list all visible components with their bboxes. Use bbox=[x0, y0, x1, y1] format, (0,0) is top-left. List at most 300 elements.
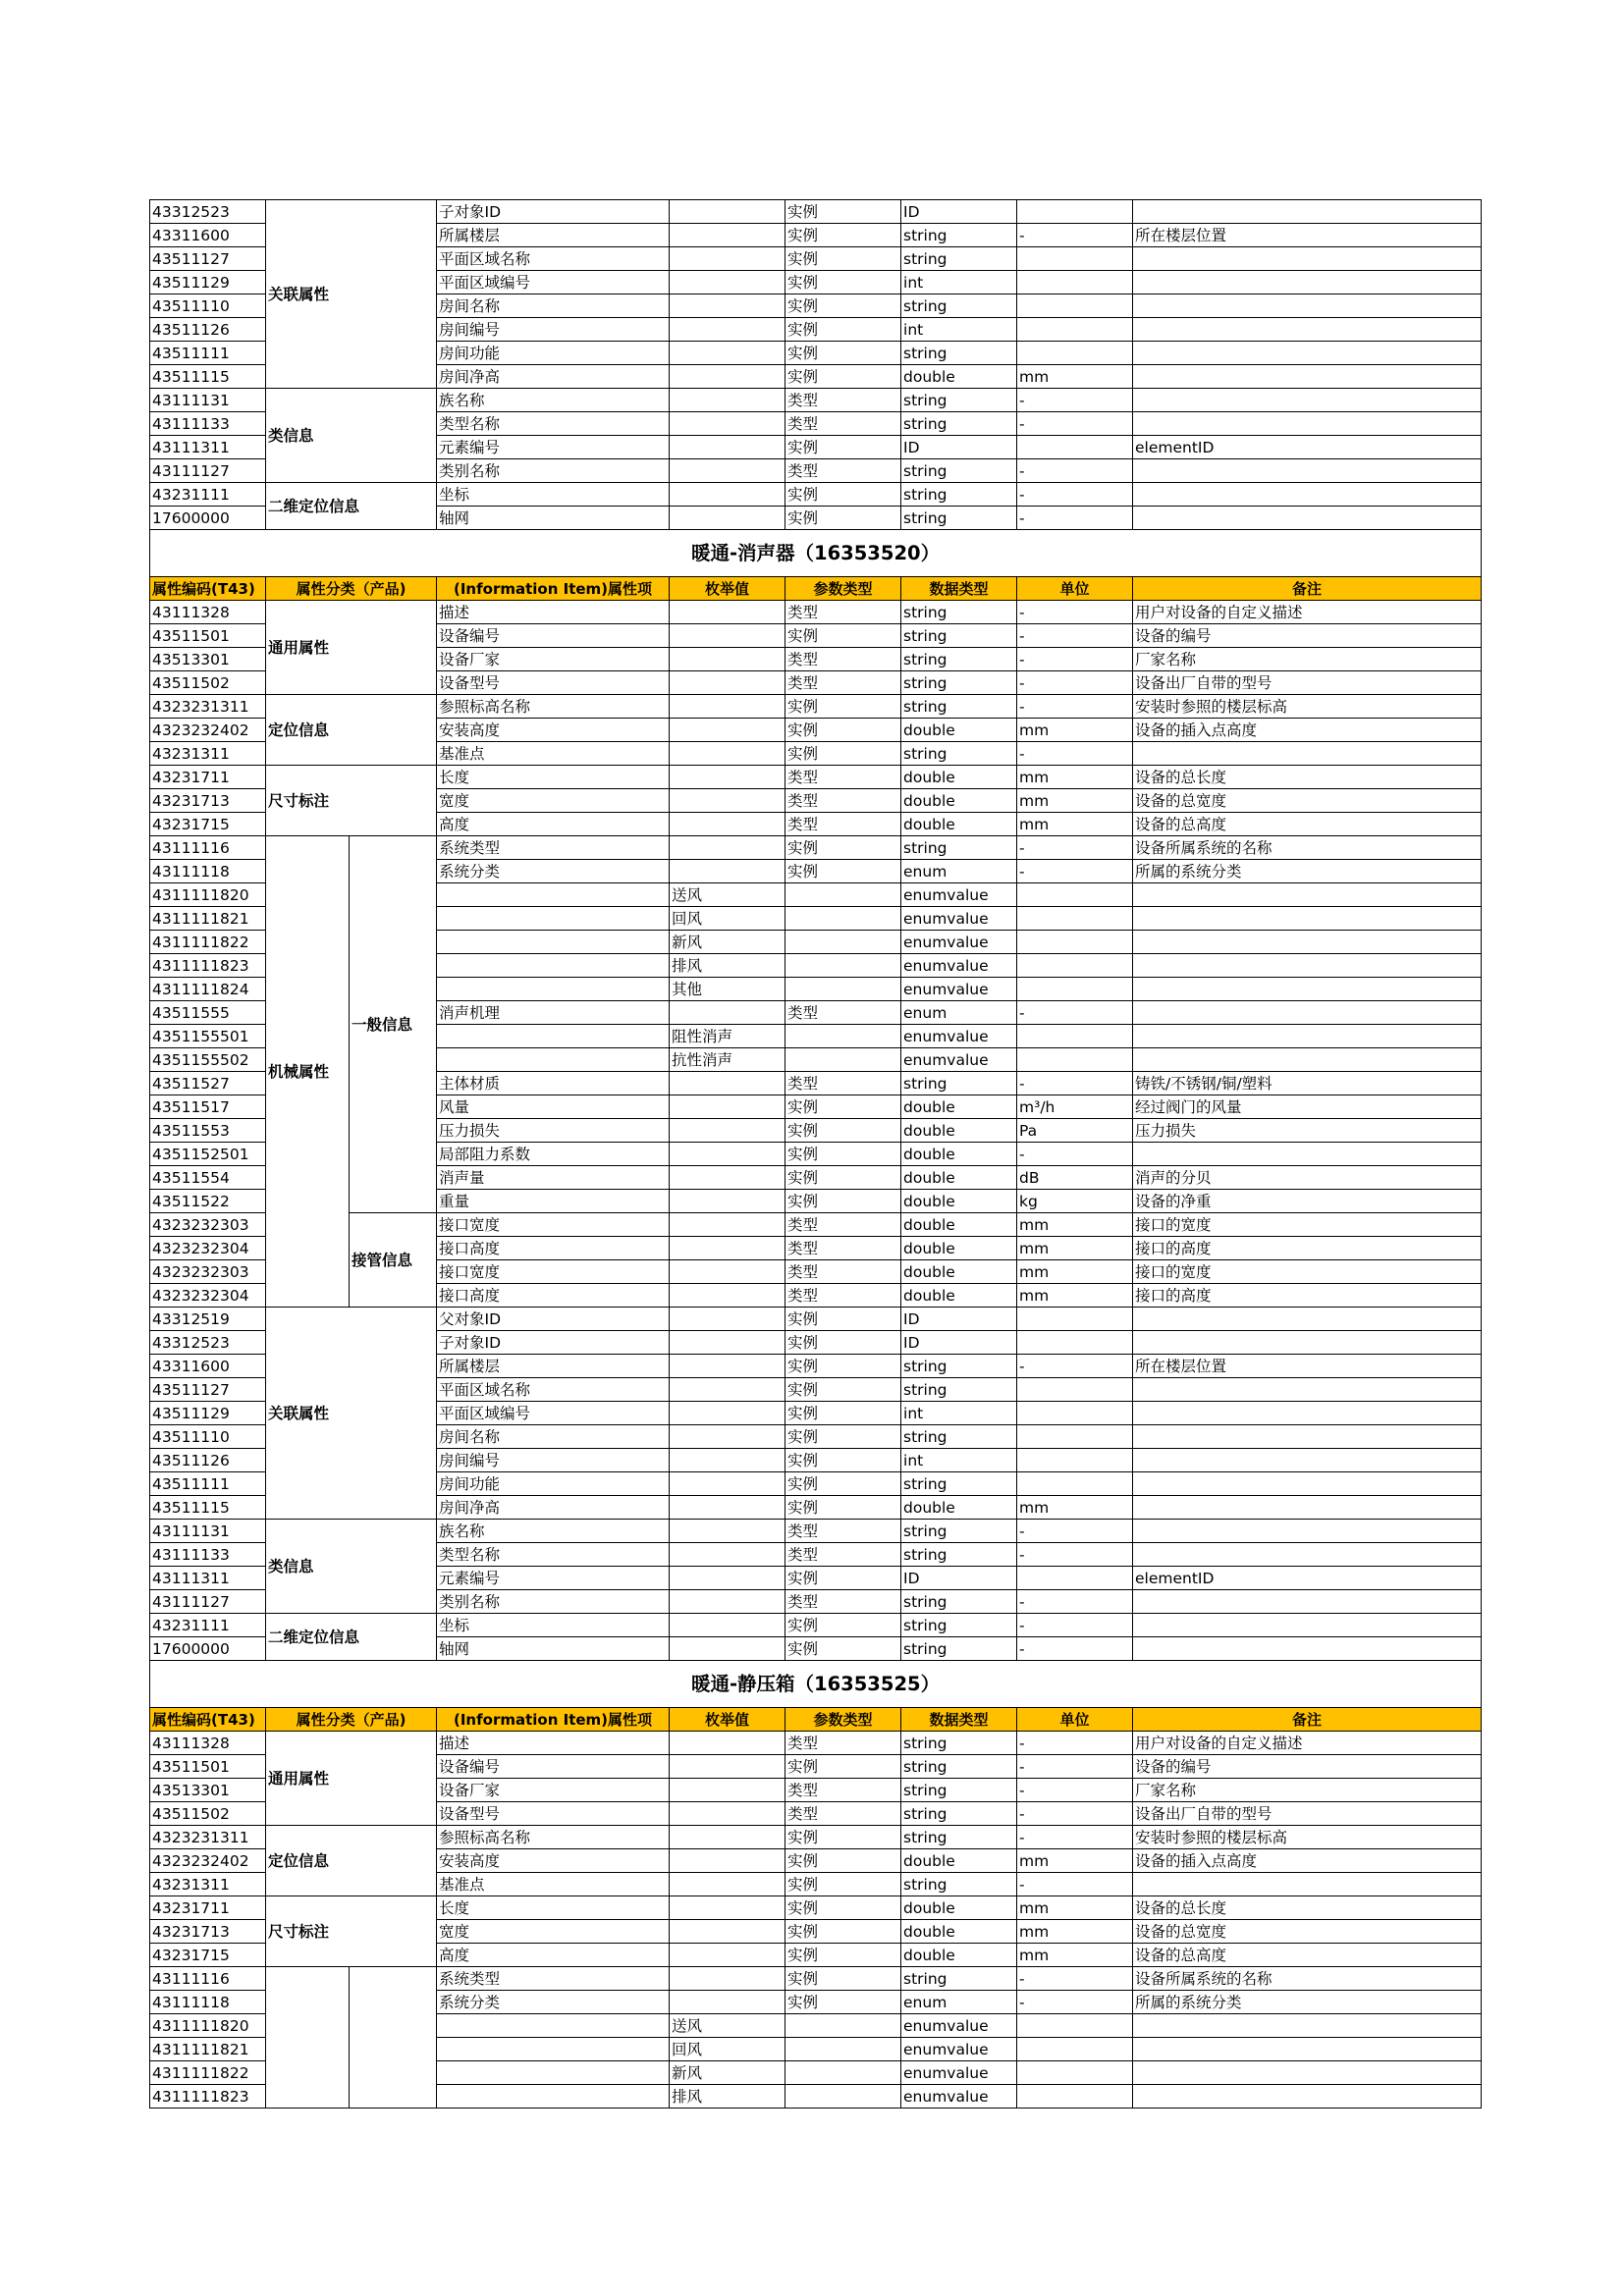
cell-item: 设备厂家 bbox=[437, 648, 670, 671]
cell-item: 轴网 bbox=[437, 507, 670, 530]
cell-data-type: string bbox=[901, 624, 1017, 648]
table-row bbox=[150, 1520, 1482, 1543]
cell-note: elementID bbox=[1133, 436, 1482, 459]
column-header: 枚举值 bbox=[670, 1708, 785, 1732]
cell-enum bbox=[670, 766, 785, 789]
cell-enum bbox=[670, 1732, 785, 1755]
cell-code: 43312519 bbox=[150, 1308, 266, 1331]
cell-data-type: string bbox=[901, 1967, 1017, 1991]
cell-note bbox=[1133, 742, 1482, 766]
cell-code: 4323232304 bbox=[150, 1237, 266, 1260]
cell-enum bbox=[670, 789, 785, 813]
cell-param-type: 类型 bbox=[785, 389, 901, 412]
cell-param-type: 实例 bbox=[785, 342, 901, 365]
cell-param-type bbox=[785, 2085, 901, 2109]
cell-note: 厂家名称 bbox=[1133, 1779, 1482, 1802]
cell-code: 43111131 bbox=[150, 1520, 266, 1543]
cell-param-type bbox=[785, 931, 901, 954]
cell-item bbox=[437, 2038, 670, 2061]
cell-enum bbox=[670, 342, 785, 365]
cell-code: 4311111821 bbox=[150, 2038, 266, 2061]
cell-note bbox=[1133, 1425, 1482, 1449]
table-row bbox=[150, 389, 1482, 412]
cell-item: 风量 bbox=[437, 1095, 670, 1119]
cell-data-type: string bbox=[901, 412, 1017, 436]
cell-note: 铸铁/不锈钢/铜/塑料 bbox=[1133, 1072, 1482, 1095]
cell-param-type: 实例 bbox=[785, 1991, 901, 2014]
cell-param-type bbox=[785, 2061, 901, 2085]
cell-unit: - bbox=[1017, 1072, 1133, 1095]
cell-note bbox=[1133, 1025, 1482, 1048]
cell-code: 43111328 bbox=[150, 1732, 266, 1755]
cell-unit: - bbox=[1017, 1873, 1133, 1896]
cell-param-type: 实例 bbox=[785, 1896, 901, 1920]
cell-param-type: 实例 bbox=[785, 271, 901, 294]
cell-enum bbox=[670, 1425, 785, 1449]
cell-item bbox=[437, 907, 670, 931]
cell-code: 4351155502 bbox=[150, 1048, 266, 1072]
cell-unit: - bbox=[1017, 1637, 1133, 1661]
cell-enum bbox=[670, 507, 785, 530]
cell-param-type: 类型 bbox=[785, 813, 901, 836]
cell-param-type: 实例 bbox=[785, 1637, 901, 1661]
cell-note: 设备的总高度 bbox=[1133, 813, 1482, 836]
cell-enum bbox=[670, 1072, 785, 1095]
cell-note bbox=[1133, 1048, 1482, 1072]
cell-param-type bbox=[785, 1048, 901, 1072]
cell-enum bbox=[670, 1331, 785, 1355]
cell-data-type: ID bbox=[901, 436, 1017, 459]
cell-item bbox=[437, 954, 670, 978]
cell-param-type bbox=[785, 2038, 901, 2061]
cell-data-type: enumvalue bbox=[901, 2038, 1017, 2061]
cell-unit bbox=[1017, 2061, 1133, 2085]
cell-unit: - bbox=[1017, 1543, 1133, 1567]
cell-enum bbox=[670, 742, 785, 766]
cell-code: 43511517 bbox=[150, 1095, 266, 1119]
table-header-row bbox=[150, 577, 1482, 601]
cell-note: 设备的插入点高度 bbox=[1133, 719, 1482, 742]
cell-code: 43231715 bbox=[150, 1944, 266, 1967]
cell-unit: - bbox=[1017, 459, 1133, 483]
cell-note bbox=[1133, 1449, 1482, 1472]
cell-item bbox=[437, 2085, 670, 2109]
cell-code: 43312523 bbox=[150, 1331, 266, 1355]
cell-enum bbox=[670, 247, 785, 271]
cell-item: 所属楼层 bbox=[437, 224, 670, 247]
cell-unit bbox=[1017, 954, 1133, 978]
cell-code: 43111328 bbox=[150, 601, 266, 624]
cell-data-type: string bbox=[901, 1072, 1017, 1095]
cell-item bbox=[437, 978, 670, 1001]
cell-code: 4323232304 bbox=[150, 1284, 266, 1308]
table-row bbox=[150, 836, 1482, 860]
cell-unit: - bbox=[1017, 224, 1133, 247]
cell-code: 43231711 bbox=[150, 766, 266, 789]
cell-param-type: 实例 bbox=[785, 1308, 901, 1331]
cell-note: 设备的总高度 bbox=[1133, 1944, 1482, 1967]
cell-note bbox=[1133, 1378, 1482, 1402]
cell-enum: 新风 bbox=[670, 2061, 785, 2085]
cell-enum bbox=[670, 436, 785, 459]
cell-param-type: 实例 bbox=[785, 1166, 901, 1190]
cell-enum: 排风 bbox=[670, 954, 785, 978]
cell-item: 宽度 bbox=[437, 789, 670, 813]
cell-param-type: 类型 bbox=[785, 1237, 901, 1260]
cell-data-type: double bbox=[901, 1143, 1017, 1166]
cell-data-type: enumvalue bbox=[901, 1025, 1017, 1048]
cell-param-type: 类型 bbox=[785, 1802, 901, 1826]
cell-code: 43511501 bbox=[150, 1755, 266, 1779]
cell-param-type: 类型 bbox=[785, 1260, 901, 1284]
cell-item: 主体材质 bbox=[437, 1072, 670, 1095]
cell-item: 系统分类 bbox=[437, 1991, 670, 2014]
cell-param-type: 实例 bbox=[785, 1755, 901, 1779]
cell-unit: mm bbox=[1017, 1496, 1133, 1520]
cell-data-type: string bbox=[901, 294, 1017, 318]
cell-enum bbox=[670, 1190, 785, 1213]
cell-enum bbox=[670, 200, 785, 224]
cell-param-type: 实例 bbox=[785, 1402, 901, 1425]
cell-enum: 其他 bbox=[670, 978, 785, 1001]
cell-unit bbox=[1017, 1308, 1133, 1331]
cell-enum bbox=[670, 1402, 785, 1425]
cell-note: 所属的系统分类 bbox=[1133, 1991, 1482, 2014]
cell-item: 消声机理 bbox=[437, 1001, 670, 1025]
cell-note bbox=[1133, 342, 1482, 365]
cell-data-type: double bbox=[901, 1260, 1017, 1284]
cell-enum bbox=[670, 1308, 785, 1331]
cell-enum bbox=[670, 648, 785, 671]
cell-unit: - bbox=[1017, 1590, 1133, 1614]
category-cell: 尺寸标注 bbox=[266, 1896, 437, 1967]
cell-unit bbox=[1017, 1331, 1133, 1355]
cell-unit bbox=[1017, 931, 1133, 954]
cell-code: 43511502 bbox=[150, 671, 266, 695]
cell-data-type: string bbox=[901, 1637, 1017, 1661]
cell-note: 设备所属系统的名称 bbox=[1133, 1967, 1482, 1991]
cell-enum bbox=[670, 1590, 785, 1614]
cell-unit bbox=[1017, 318, 1133, 342]
cell-unit: - bbox=[1017, 671, 1133, 695]
cell-code: 43231311 bbox=[150, 742, 266, 766]
cell-unit: - bbox=[1017, 1826, 1133, 1849]
cell-data-type: int bbox=[901, 1449, 1017, 1472]
cell-data-type: double bbox=[901, 1095, 1017, 1119]
cell-enum bbox=[670, 1991, 785, 2014]
cell-note: 设备的编号 bbox=[1133, 624, 1482, 648]
column-header: 属性分类（产品) bbox=[266, 1708, 437, 1732]
cell-unit: - bbox=[1017, 1732, 1133, 1755]
cell-item: 房间净高 bbox=[437, 1496, 670, 1520]
cell-note bbox=[1133, 200, 1482, 224]
cell-unit bbox=[1017, 1425, 1133, 1449]
cell-note bbox=[1133, 294, 1482, 318]
cell-param-type: 类型 bbox=[785, 1590, 901, 1614]
cell-unit: - bbox=[1017, 742, 1133, 766]
cell-code: 43511126 bbox=[150, 318, 266, 342]
cell-param-type: 实例 bbox=[785, 483, 901, 507]
cell-note bbox=[1133, 1143, 1482, 1166]
cell-note bbox=[1133, 389, 1482, 412]
cell-item bbox=[437, 2061, 670, 2085]
cell-code: 43511129 bbox=[150, 271, 266, 294]
column-header: 数据类型 bbox=[901, 577, 1017, 601]
column-header: 数据类型 bbox=[901, 1708, 1017, 1732]
cell-item: 子对象ID bbox=[437, 200, 670, 224]
cell-param-type: 实例 bbox=[785, 507, 901, 530]
cell-unit bbox=[1017, 883, 1133, 907]
cell-code: 43231111 bbox=[150, 1614, 266, 1637]
cell-param-type: 实例 bbox=[785, 1425, 901, 1449]
cell-item bbox=[437, 1048, 670, 1072]
cell-param-type: 实例 bbox=[785, 247, 901, 271]
cell-item: 压力损失 bbox=[437, 1119, 670, 1143]
cell-data-type: int bbox=[901, 318, 1017, 342]
table-row bbox=[150, 1896, 1482, 1920]
cell-note bbox=[1133, 271, 1482, 294]
column-header: 属性编码(T43) bbox=[150, 577, 266, 601]
cell-unit: mm bbox=[1017, 1284, 1133, 1308]
cell-code: 43111116 bbox=[150, 836, 266, 860]
cell-item: 坐标 bbox=[437, 1614, 670, 1637]
cell-param-type: 实例 bbox=[785, 1119, 901, 1143]
cell-unit bbox=[1017, 907, 1133, 931]
cell-unit bbox=[1017, 294, 1133, 318]
cell-param-type: 实例 bbox=[785, 318, 901, 342]
cell-item: 房间功能 bbox=[437, 342, 670, 365]
cell-item: 设备型号 bbox=[437, 1802, 670, 1826]
cell-param-type: 类型 bbox=[785, 789, 901, 813]
cell-data-type: double bbox=[901, 1496, 1017, 1520]
cell-code: 43111116 bbox=[150, 1967, 266, 1991]
cell-note: 设备所属系统的名称 bbox=[1133, 836, 1482, 860]
cell-code: 43511527 bbox=[150, 1072, 266, 1095]
cell-unit bbox=[1017, 247, 1133, 271]
section-title: 暖通-静压箱（16353525） bbox=[150, 1661, 1482, 1708]
cell-item: 设备型号 bbox=[437, 671, 670, 695]
cell-code: 4311111823 bbox=[150, 2085, 266, 2109]
cell-unit bbox=[1017, 1378, 1133, 1402]
cell-data-type: string bbox=[901, 247, 1017, 271]
cell-note: 设备的总长度 bbox=[1133, 1896, 1482, 1920]
cell-unit: mm bbox=[1017, 766, 1133, 789]
cell-item: 族名称 bbox=[437, 1520, 670, 1543]
cell-note bbox=[1133, 954, 1482, 978]
cell-code: 43311600 bbox=[150, 1355, 266, 1378]
column-header: 备注 bbox=[1133, 577, 1482, 601]
cell-unit: mm bbox=[1017, 365, 1133, 389]
cell-note bbox=[1133, 1308, 1482, 1331]
cell-param-type: 类型 bbox=[785, 1732, 901, 1755]
cell-data-type: enumvalue bbox=[901, 2014, 1017, 2038]
cell-data-type: double bbox=[901, 1896, 1017, 1920]
cell-note: 安装时参照的楼层标高 bbox=[1133, 695, 1482, 719]
cell-data-type: string bbox=[901, 1826, 1017, 1849]
cell-unit: - bbox=[1017, 1779, 1133, 1802]
cell-data-type: string bbox=[901, 695, 1017, 719]
cell-unit bbox=[1017, 1449, 1133, 1472]
cell-unit: mm bbox=[1017, 1213, 1133, 1237]
cell-code: 43111127 bbox=[150, 459, 266, 483]
cell-unit: dB bbox=[1017, 1166, 1133, 1190]
cell-data-type: string bbox=[901, 389, 1017, 412]
cell-param-type bbox=[785, 2014, 901, 2038]
cell-note bbox=[1133, 247, 1482, 271]
cell-unit: - bbox=[1017, 1991, 1133, 2014]
cell-param-type: 实例 bbox=[785, 1826, 901, 1849]
cell-data-type: enum bbox=[901, 1001, 1017, 1025]
table-header-row bbox=[150, 1708, 1482, 1732]
cell-note bbox=[1133, 907, 1482, 931]
cell-data-type: string bbox=[901, 1779, 1017, 1802]
cell-data-type: enum bbox=[901, 1991, 1017, 2014]
cell-note: 所在楼层位置 bbox=[1133, 224, 1482, 247]
cell-unit: - bbox=[1017, 836, 1133, 860]
cell-unit bbox=[1017, 2085, 1133, 2109]
cell-data-type: ID bbox=[901, 200, 1017, 224]
cell-param-type bbox=[785, 907, 901, 931]
cell-code: 43511115 bbox=[150, 1496, 266, 1520]
cell-data-type: ID bbox=[901, 1308, 1017, 1331]
cell-item: 宽度 bbox=[437, 1920, 670, 1944]
cell-unit bbox=[1017, 978, 1133, 1001]
cell-data-type: enumvalue bbox=[901, 931, 1017, 954]
cell-code: 43511501 bbox=[150, 624, 266, 648]
cell-item bbox=[437, 931, 670, 954]
cell-data-type: double bbox=[901, 1213, 1017, 1237]
cell-note: 接口的宽度 bbox=[1133, 1260, 1482, 1284]
cell-enum bbox=[670, 1637, 785, 1661]
cell-note bbox=[1133, 318, 1482, 342]
table-row bbox=[150, 200, 1482, 224]
cell-enum bbox=[670, 601, 785, 624]
cell-code: 43511126 bbox=[150, 1449, 266, 1472]
cell-data-type: string bbox=[901, 1732, 1017, 1755]
cell-item: 安装高度 bbox=[437, 1849, 670, 1873]
cell-enum bbox=[670, 1873, 785, 1896]
cell-unit: mm bbox=[1017, 789, 1133, 813]
cell-item: 坐标 bbox=[437, 483, 670, 507]
column-header: (Information Item)属性项 bbox=[437, 577, 670, 601]
cell-code: 4323232303 bbox=[150, 1260, 266, 1284]
cell-code: 43231713 bbox=[150, 789, 266, 813]
cell-enum bbox=[670, 1095, 785, 1119]
cell-item: 房间名称 bbox=[437, 1425, 670, 1449]
cell-code: 4311111820 bbox=[150, 883, 266, 907]
cell-item: 类型名称 bbox=[437, 1543, 670, 1567]
cell-enum bbox=[670, 671, 785, 695]
cell-item: 设备厂家 bbox=[437, 1779, 670, 1802]
cell-item: 类别名称 bbox=[437, 1590, 670, 1614]
cell-item: 重量 bbox=[437, 1190, 670, 1213]
cell-param-type: 类型 bbox=[785, 1072, 901, 1095]
cell-item: 系统类型 bbox=[437, 1967, 670, 1991]
cell-note bbox=[1133, 883, 1482, 907]
cell-note: 所在楼层位置 bbox=[1133, 1355, 1482, 1378]
cell-note: 厂家名称 bbox=[1133, 648, 1482, 671]
cell-note bbox=[1133, 1496, 1482, 1520]
cell-unit: - bbox=[1017, 1802, 1133, 1826]
cell-code: 43231715 bbox=[150, 813, 266, 836]
cell-code: 4311111823 bbox=[150, 954, 266, 978]
cell-enum bbox=[670, 1001, 785, 1025]
cell-code: 4323232402 bbox=[150, 1849, 266, 1873]
category-cell: 尺寸标注 bbox=[266, 766, 437, 836]
cell-param-type: 类型 bbox=[785, 1213, 901, 1237]
cell-item: 系统分类 bbox=[437, 860, 670, 883]
table-row bbox=[150, 1732, 1482, 1755]
cell-param-type: 类型 bbox=[785, 1543, 901, 1567]
cell-data-type: double bbox=[901, 365, 1017, 389]
cell-param-type bbox=[785, 1025, 901, 1048]
cell-enum bbox=[670, 624, 785, 648]
cell-enum bbox=[670, 1378, 785, 1402]
cell-unit: m³/h bbox=[1017, 1095, 1133, 1119]
cell-param-type bbox=[785, 978, 901, 1001]
cell-unit bbox=[1017, 2014, 1133, 2038]
cell-code: 17600000 bbox=[150, 507, 266, 530]
cell-data-type: double bbox=[901, 1190, 1017, 1213]
cell-item bbox=[437, 2014, 670, 2038]
cell-param-type: 实例 bbox=[785, 742, 901, 766]
column-header: 属性分类（产品) bbox=[266, 577, 437, 601]
cell-note bbox=[1133, 931, 1482, 954]
cell-data-type: string bbox=[901, 483, 1017, 507]
cell-item bbox=[437, 1025, 670, 1048]
cell-data-type: string bbox=[901, 836, 1017, 860]
cell-data-type: string bbox=[901, 1614, 1017, 1637]
category-cell: 关联属性 bbox=[266, 200, 437, 389]
cell-enum bbox=[670, 1779, 785, 1802]
cell-enum: 回风 bbox=[670, 2038, 785, 2061]
cell-code: 4311111821 bbox=[150, 907, 266, 931]
cell-param-type: 实例 bbox=[785, 836, 901, 860]
cell-item: 轴网 bbox=[437, 1637, 670, 1661]
cell-enum bbox=[670, 1944, 785, 1967]
cell-unit: - bbox=[1017, 1614, 1133, 1637]
cell-enum bbox=[670, 1119, 785, 1143]
cell-data-type: enumvalue bbox=[901, 2085, 1017, 2109]
cell-code: 43511553 bbox=[150, 1119, 266, 1143]
cell-enum bbox=[670, 1449, 785, 1472]
cell-item: 平面区域名称 bbox=[437, 1378, 670, 1402]
cell-code: 43111118 bbox=[150, 1991, 266, 2014]
cell-enum bbox=[670, 1802, 785, 1826]
cell-unit: mm bbox=[1017, 1237, 1133, 1260]
cell-item: 房间编号 bbox=[437, 1449, 670, 1472]
cell-note bbox=[1133, 459, 1482, 483]
cell-enum bbox=[670, 1920, 785, 1944]
cell-note bbox=[1133, 978, 1482, 1001]
cell-param-type: 类型 bbox=[785, 1284, 901, 1308]
cell-data-type: string bbox=[901, 1543, 1017, 1567]
cell-param-type: 实例 bbox=[785, 1873, 901, 1896]
cell-note: 设备出厂自带的型号 bbox=[1133, 671, 1482, 695]
cell-item: 接口高度 bbox=[437, 1237, 670, 1260]
table-row bbox=[150, 766, 1482, 789]
cell-data-type: double bbox=[901, 1284, 1017, 1308]
cell-code: 43231311 bbox=[150, 1873, 266, 1896]
cell-param-type: 类型 bbox=[785, 459, 901, 483]
cell-item: 局部阻力系数 bbox=[437, 1143, 670, 1166]
cell-enum bbox=[670, 412, 785, 436]
cell-unit bbox=[1017, 271, 1133, 294]
cell-enum bbox=[670, 1967, 785, 1991]
cell-note: 经过阀门的风量 bbox=[1133, 1095, 1482, 1119]
cell-param-type: 实例 bbox=[785, 1190, 901, 1213]
cell-param-type: 实例 bbox=[785, 719, 901, 742]
